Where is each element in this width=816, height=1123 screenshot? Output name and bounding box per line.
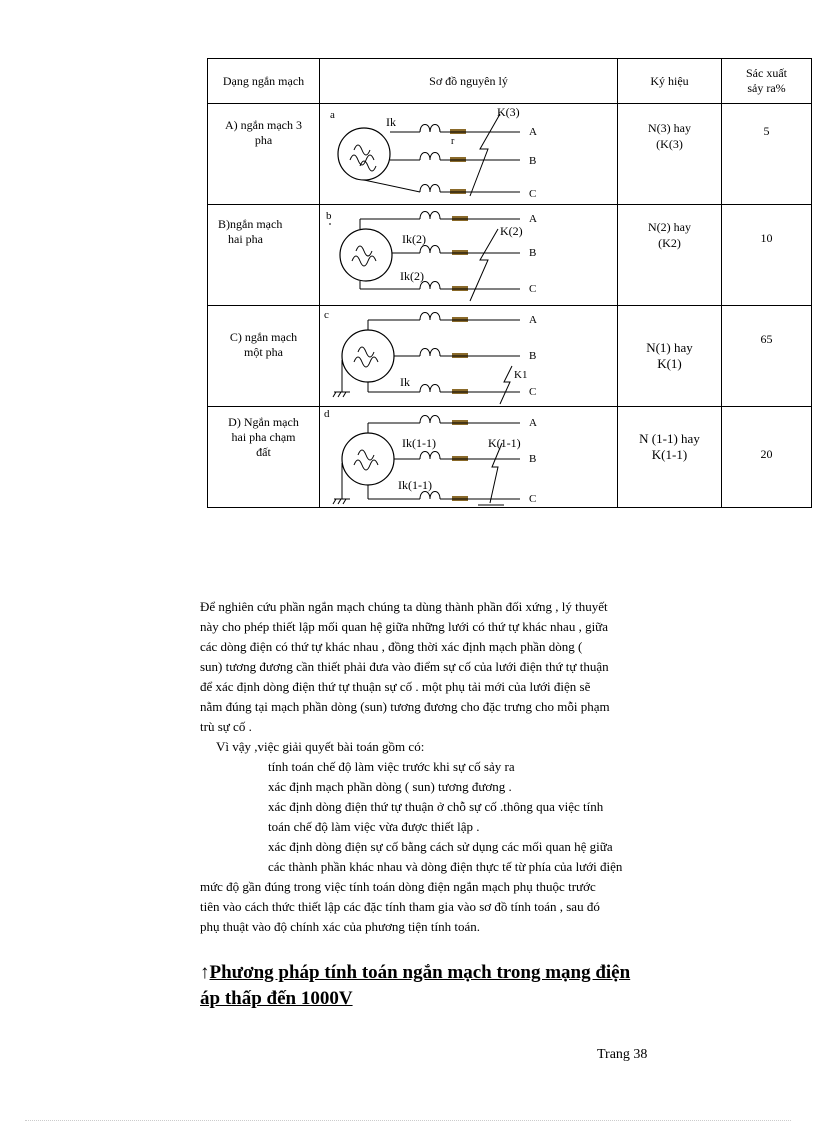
svg-text:B: B	[529, 350, 537, 362]
svg-text:C: C	[529, 493, 537, 505]
svg-text:r: r	[451, 136, 455, 147]
row-probability: 10	[722, 205, 812, 306]
row-probability: 65	[722, 306, 812, 407]
svg-text:K(3): K(3)	[497, 105, 520, 119]
page-number: Trang 38	[597, 1047, 648, 1062]
svg-text:Ik: Ik	[386, 115, 396, 129]
row-diagram	[320, 407, 618, 508]
svg-text:C: C	[529, 188, 537, 200]
three-phase-fault-diagram	[320, 104, 616, 204]
row-diagram	[320, 306, 618, 407]
header-type: Dạng ngắn mạch	[208, 59, 320, 104]
svg-text:B: B	[529, 247, 537, 259]
svg-text:A: A	[529, 126, 537, 138]
svg-text:B: B	[529, 155, 537, 167]
two-phase-ground-fault-diagram	[320, 407, 616, 507]
row-symbol: N (1-1) hay K(1-1)	[618, 407, 722, 508]
svg-text:A: A	[529, 417, 537, 429]
svg-text:Ik(2): Ik(2)	[400, 269, 424, 283]
table-header-row	[208, 59, 812, 104]
svg-text:c: c	[324, 309, 329, 321]
svg-text:Ik(2): Ik(2)	[402, 232, 426, 246]
closing-paragraph: mức độ gần đúng trong việc tính toán dòng điện ngắn mạch phụ thuộc trước tiên vào cách thức thiết lập các đặc tính tham gia vào sơ đồ tính toán , sau đó phụ thuật vào độ chính xác của phương tiện tính toán.	[200, 879, 600, 934]
row-type: B)ngắn mạch hai pha	[208, 205, 320, 306]
two-phase-fault-diagram	[320, 205, 616, 305]
row-diagram	[320, 104, 618, 205]
svg-text:K(2): K(2)	[500, 224, 523, 238]
short-circuit-table	[207, 58, 812, 508]
svg-text:Ik(1-1): Ik(1-1)	[402, 436, 436, 450]
intro-paragraph: Để nghiên cứu phần ngắn mạch chúng ta dùng thành phần đối xứng , lý thuyết này cho phép thiết lập mối quan hệ giữa những lưới có thứ tự khác nhau , giữa các dòng điện có thứ tự khác nhau , đồng thời xác định mạch phần dòng ( sun) tương đương cần thiết phải đưa vào điểm sự cố của lưới điện thứ tự thuận để xác định dòng điện thứ tự thuận sự cố . một phụ tải mới của lưới điện sẽ nằm đúng tại mạch phần dòng (sun) tương đương cho đặc trưng cho mỗi phạm trù sự cố .	[200, 599, 610, 734]
table-row	[208, 205, 812, 306]
list-item: tính toán chế độ làm việc trước khi sự cố sảy ra	[268, 759, 515, 774]
body-text	[200, 597, 745, 937]
row-diagram	[320, 205, 618, 306]
svg-text:d: d	[324, 408, 330, 420]
svg-text:C: C	[529, 386, 537, 398]
list-item: xác định dòng điện thứ tự thuận ở chỗ sự cố .thông qua việc tính toán chế độ làm việc vừa được thiết lập .	[268, 799, 604, 834]
svg-text:A: A	[529, 213, 537, 225]
header-probability: Sác xuất sảy ra%	[722, 59, 812, 104]
list-item: xác định mạch phần dòng ( sun) tương đương .	[268, 779, 512, 794]
svg-text:K(1-1): K(1-1)	[488, 436, 521, 450]
table-row	[208, 306, 812, 407]
svg-text:A: A	[529, 314, 537, 326]
row-symbol: N(1) hay K(1)	[618, 306, 722, 407]
row-type: C) ngắn mạch một pha	[208, 306, 320, 407]
list-item: xác định dòng điện sự cố bằng cách sử dụng các mối quan hệ giữa các thành phần khác nhau và dòng điện thực tế từ phía của lưới điện	[268, 839, 623, 874]
row-symbol: N(3) hay (K(3)	[618, 104, 722, 205]
arrow-up-icon: ↑	[200, 962, 210, 983]
table-row	[208, 104, 812, 205]
section-heading: ↑Phương pháp tính toán ngắn mạch trong mạng điện áp thấp đến 1000V	[200, 962, 631, 1009]
svg-text:K1: K1	[514, 369, 528, 381]
page-divider	[25, 1120, 791, 1121]
header-symbol: Ký hiệu	[618, 59, 722, 104]
svg-text:B: B	[529, 453, 537, 465]
header-diagram: Sơ đồ nguyên lý	[320, 59, 618, 104]
row-type: D) Ngắn mạch hai pha chạm đất	[208, 407, 320, 508]
row-probability: 5	[722, 104, 812, 205]
row-symbol: N(2) hay (K2)	[618, 205, 722, 306]
row-probability: 20	[722, 407, 812, 508]
single-phase-fault-diagram	[320, 306, 616, 406]
svg-text:Ik: Ik	[400, 375, 410, 389]
row-type: A) ngắn mạch 3 pha	[208, 104, 320, 205]
svg-text:b: b	[326, 210, 332, 222]
steps-list	[200, 757, 745, 877]
table-row	[208, 407, 812, 508]
svg-text:a: a	[330, 109, 335, 121]
svg-text:Ik(1-1): Ik(1-1)	[398, 478, 432, 492]
steps-intro: Vì vậy ,việc giải quyết bài toán gồm có:	[216, 739, 425, 754]
svg-text:C: C	[529, 283, 537, 295]
